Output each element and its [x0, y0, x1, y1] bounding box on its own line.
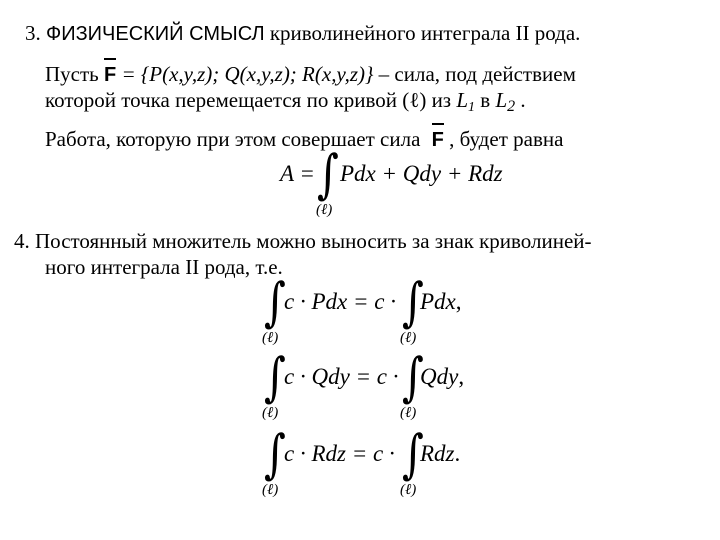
- line2-dot: .: [520, 88, 526, 112]
- point-l2: [495, 88, 516, 115]
- line2-pre: которой точка перемещается по кривой (ℓ) из: [45, 88, 452, 112]
- section3-number: 3.: [25, 21, 41, 45]
- line3-pre: Работа, которую при этом совершает сила: [45, 127, 421, 151]
- force-vector-symbol: F: [104, 64, 117, 86]
- section4-number: 4.: [14, 229, 30, 253]
- formula1-end: ,: [455, 289, 462, 314]
- section3-heading-rest: криволинейного интеграла II рода.: [269, 21, 581, 45]
- section3-heading: [25, 20, 580, 47]
- formula1-rhs: [420, 288, 462, 316]
- integral-sign-f2-right: ∫: [402, 346, 424, 408]
- formula3-lhs: c · Rdz = c ·: [284, 441, 395, 466]
- integral-limit-work: (ℓ): [316, 202, 333, 218]
- integral-sign-work: ∫: [317, 143, 339, 205]
- l2-letter: L: [495, 88, 508, 112]
- formula3-end: .: [454, 441, 461, 466]
- point-l1: [456, 88, 476, 115]
- integral-limit-f2-right: (ℓ): [400, 405, 417, 421]
- integral-sign-f3-right: ∫: [402, 423, 424, 485]
- section4-line2: ного интеграла II рода, т.е.: [45, 255, 283, 279]
- integral-limit-f1-right: (ℓ): [400, 330, 417, 346]
- formula2-end: ,: [458, 364, 465, 389]
- integral-limit-f3-right: (ℓ): [400, 482, 417, 498]
- integral-sign-f3-left: ∫: [264, 423, 286, 485]
- integral-sign-f2-left: ∫: [264, 346, 286, 408]
- section3-line3: [45, 126, 563, 153]
- l1-letter: L: [456, 88, 469, 112]
- formula2-rhs-term: Qdy: [420, 364, 459, 389]
- section3-line1: [45, 61, 576, 88]
- integral-limit-f2-left: (ℓ): [262, 405, 279, 421]
- section3-heading-caps: ФИЗИЧЕСКИЙ СМЫСЛ: [46, 23, 265, 45]
- l1-subscript: 1: [468, 100, 476, 115]
- formula1-rhs-term: Pdx: [420, 289, 456, 314]
- work-formula-lhs: A =: [280, 161, 315, 186]
- section4-line1: [14, 228, 592, 254]
- word-v: в: [480, 88, 491, 112]
- line1-post: – сила, под действием: [378, 62, 576, 86]
- integral-sign-f1-right: ∫: [402, 271, 424, 333]
- line1-pre: Пусть: [45, 62, 99, 86]
- integral-limit-f3-left: (ℓ): [262, 482, 279, 498]
- formula2-lhs: c · Qdy = c ·: [284, 364, 399, 389]
- force-components: = {P(x,y,z); Q(x,y,z); R(x,y,z)}: [121, 62, 374, 86]
- formula1-lhs: c · Pdx = c ·: [284, 289, 396, 314]
- formula3-rhs: [420, 440, 460, 468]
- force-vector-symbol-2: F: [431, 129, 444, 151]
- section3-line2: [45, 87, 526, 121]
- work-formula-rhs: Pdx + Qdy + Rdz: [340, 161, 503, 186]
- formula3-rhs-term: Rdz: [420, 441, 455, 466]
- section4-text1: Постоянный множитель можно выносить за знак криволиней-: [35, 229, 592, 253]
- l2-subscript: 2: [507, 98, 516, 115]
- formula2-rhs: [420, 363, 464, 391]
- integral-limit-f1-left: (ℓ): [262, 330, 279, 346]
- line3-post: , будет равна: [449, 127, 564, 151]
- integral-sign-f1-left: ∫: [264, 271, 286, 333]
